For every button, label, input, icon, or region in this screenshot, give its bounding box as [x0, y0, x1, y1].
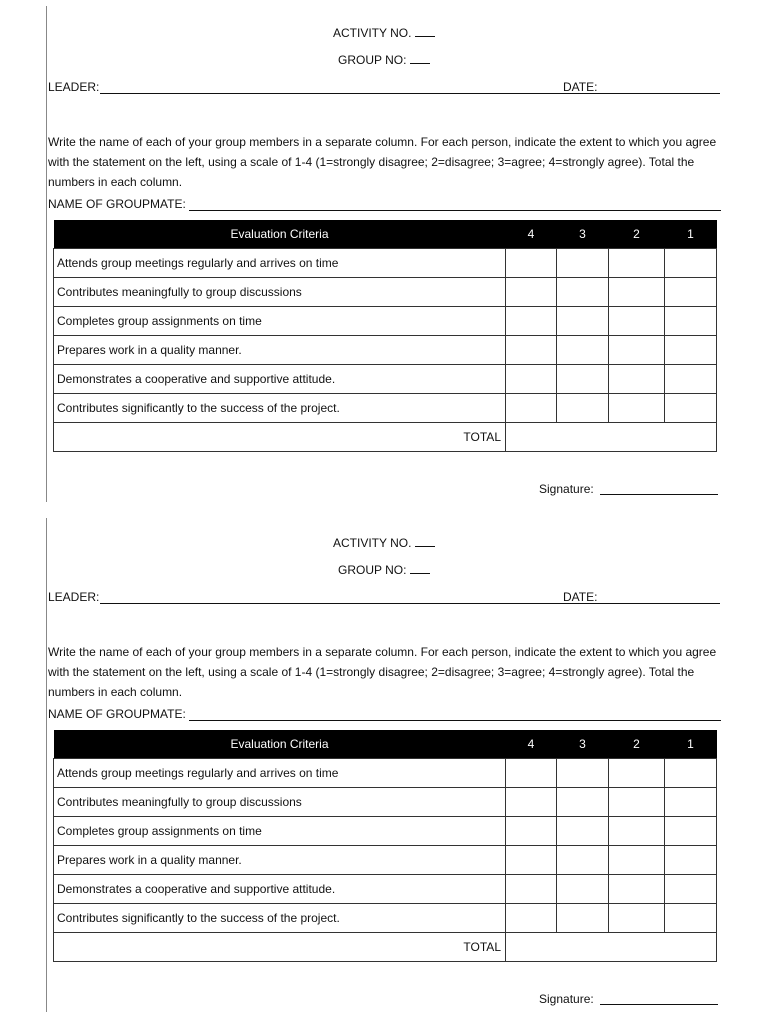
score-cell[interactable] [609, 846, 665, 875]
leader-date-row [48, 80, 720, 96]
score-cell[interactable] [665, 307, 717, 336]
total-row [54, 933, 717, 962]
criterion-label: Contributes meaningfully to group discussions [54, 788, 506, 817]
score-header-1: 1 [665, 220, 717, 249]
groupmate-label: NAME OF GROUPMATE: [48, 707, 186, 721]
evaluation-form-2 [0, 510, 768, 1020]
groupmate-label: NAME OF GROUPMATE: [48, 197, 186, 211]
score-header-4: 4 [506, 730, 557, 759]
score-cell[interactable] [557, 249, 609, 278]
score-cell[interactable] [665, 904, 717, 933]
score-cell[interactable] [506, 846, 557, 875]
table-header-row [54, 730, 717, 759]
total-row [54, 423, 717, 452]
signature-label: Signature: [539, 992, 594, 1006]
score-header-1: 1 [665, 730, 717, 759]
groupmate-blank[interactable] [189, 210, 721, 211]
date-label: DATE: [563, 80, 598, 94]
score-cell[interactable] [506, 394, 557, 423]
score-cell[interactable] [557, 336, 609, 365]
score-cell[interactable] [506, 278, 557, 307]
table-row [54, 846, 717, 875]
score-header-2: 2 [609, 220, 665, 249]
table-row [54, 394, 717, 423]
group-no-field [338, 53, 430, 67]
score-cell[interactable] [665, 249, 717, 278]
criterion-label: Contributes meaningfully to group discussions [54, 278, 506, 307]
criteria-header: Evaluation Criteria [54, 220, 506, 249]
date-label: DATE: [563, 590, 598, 604]
leader-blank[interactable] [100, 603, 609, 604]
total-label: TOTAL [54, 933, 506, 962]
score-cell[interactable] [609, 817, 665, 846]
leader-label: LEADER: [48, 590, 100, 604]
score-cell[interactable] [609, 278, 665, 307]
score-cell[interactable] [557, 788, 609, 817]
instructions-text: Write the name of each of your group members in a separate column. For each person, indicate the extent to which you agree with the statement on the left, using a scale of 1-4 (1=strongly disagree; 2=disagree; 3=agree; 4=strongly agree). Total the numbers in each column. [48, 645, 717, 699]
criterion-label: Demonstrates a cooperative and supportive attitude. [54, 365, 506, 394]
instructions-text: Write the name of each of your group members in a separate column. For each person, indicate the extent to which you agree with the statement on the left, using a scale of 1-4 (1=strongly disagree; 2=disagree; 3=agree; 4=strongly agree). Total the numbers in each column. [48, 135, 717, 189]
score-cell[interactable] [557, 904, 609, 933]
score-cell[interactable] [665, 365, 717, 394]
criterion-label: Prepares work in a quality manner. [54, 336, 506, 365]
date-blank[interactable] [601, 603, 720, 604]
score-cell[interactable] [665, 846, 717, 875]
groupmate-blank[interactable] [189, 720, 721, 721]
evaluation-table [53, 730, 717, 962]
table-header-row [54, 220, 717, 249]
leader-label: LEADER: [48, 80, 100, 94]
score-header-4: 4 [506, 220, 557, 249]
score-cell[interactable] [557, 759, 609, 788]
criterion-label: Prepares work in a quality manner. [54, 846, 506, 875]
score-cell[interactable] [609, 875, 665, 904]
score-cell[interactable] [557, 365, 609, 394]
criterion-label: Demonstrates a cooperative and supportive attitude. [54, 875, 506, 904]
table-row [54, 307, 717, 336]
criterion-label: Completes group assignments on time [54, 817, 506, 846]
table-row [54, 278, 717, 307]
score-cell[interactable] [557, 278, 609, 307]
score-cell[interactable] [665, 336, 717, 365]
criterion-label: Attends group meetings regularly and arrives on time [54, 759, 506, 788]
score-cell[interactable] [506, 365, 557, 394]
score-cell[interactable] [609, 394, 665, 423]
criteria-header: Evaluation Criteria [54, 730, 506, 759]
score-cell[interactable] [506, 904, 557, 933]
score-cell[interactable] [506, 307, 557, 336]
signature-label: Signature: [539, 482, 594, 496]
score-cell[interactable] [665, 278, 717, 307]
table-row [54, 249, 717, 278]
activity-no-label: ACTIVITY NO. [333, 536, 412, 550]
score-cell[interactable] [557, 307, 609, 336]
total-cell[interactable] [506, 933, 717, 962]
score-cell[interactable] [609, 365, 665, 394]
leader-blank[interactable] [100, 93, 609, 94]
score-cell[interactable] [665, 875, 717, 904]
group-no-blank[interactable] [410, 53, 430, 64]
score-cell[interactable] [665, 759, 717, 788]
table-row [54, 365, 717, 394]
leader-date-row [48, 590, 720, 606]
table-row [54, 817, 717, 846]
signature-row [539, 482, 719, 498]
signature-blank[interactable] [600, 494, 718, 495]
criterion-label: Completes group assignments on time [54, 307, 506, 336]
activity-no-blank[interactable] [415, 26, 435, 37]
signature-blank[interactable] [600, 1004, 718, 1005]
group-no-blank[interactable] [410, 563, 430, 574]
group-no-label: GROUP NO: [338, 53, 407, 67]
activity-no-field [333, 536, 435, 550]
score-cell[interactable] [609, 788, 665, 817]
table-row [54, 759, 717, 788]
score-header-2: 2 [609, 730, 665, 759]
score-cell[interactable] [506, 817, 557, 846]
table-row [54, 904, 717, 933]
criterion-label: Contributes significantly to the success of the project. [54, 394, 506, 423]
score-cell[interactable] [609, 249, 665, 278]
activity-no-field [333, 26, 435, 40]
signature-row [539, 992, 719, 1008]
group-no-label: GROUP NO: [338, 563, 407, 577]
score-cell[interactable] [665, 788, 717, 817]
score-cell[interactable] [609, 336, 665, 365]
score-cell[interactable] [609, 307, 665, 336]
score-cell[interactable] [665, 394, 717, 423]
score-cell[interactable] [506, 875, 557, 904]
score-cell[interactable] [609, 904, 665, 933]
score-header-3: 3 [557, 730, 609, 759]
groupmate-row [48, 197, 721, 213]
table-row [54, 788, 717, 817]
date-blank[interactable] [601, 93, 720, 94]
score-header-3: 3 [557, 220, 609, 249]
score-cell[interactable] [557, 817, 609, 846]
score-cell[interactable] [557, 394, 609, 423]
table-row [54, 336, 717, 365]
group-no-field [338, 563, 430, 577]
score-cell[interactable] [557, 846, 609, 875]
total-cell[interactable] [506, 423, 717, 452]
score-cell[interactable] [609, 759, 665, 788]
evaluation-form-1 [0, 0, 768, 510]
activity-no-label: ACTIVITY NO. [333, 26, 412, 40]
evaluation-table [53, 220, 717, 452]
score-cell[interactable] [506, 336, 557, 365]
score-cell[interactable] [506, 249, 557, 278]
activity-no-blank[interactable] [415, 536, 435, 547]
score-cell[interactable] [506, 759, 557, 788]
margin-line [46, 6, 47, 502]
total-label: TOTAL [54, 423, 506, 452]
score-cell[interactable] [557, 875, 609, 904]
groupmate-row [48, 707, 721, 723]
criterion-label: Attends group meetings regularly and arrives on time [54, 249, 506, 278]
margin-line [46, 518, 47, 1012]
score-cell[interactable] [506, 788, 557, 817]
criterion-label: Contributes significantly to the success of the project. [54, 904, 506, 933]
table-row [54, 875, 717, 904]
score-cell[interactable] [665, 817, 717, 846]
